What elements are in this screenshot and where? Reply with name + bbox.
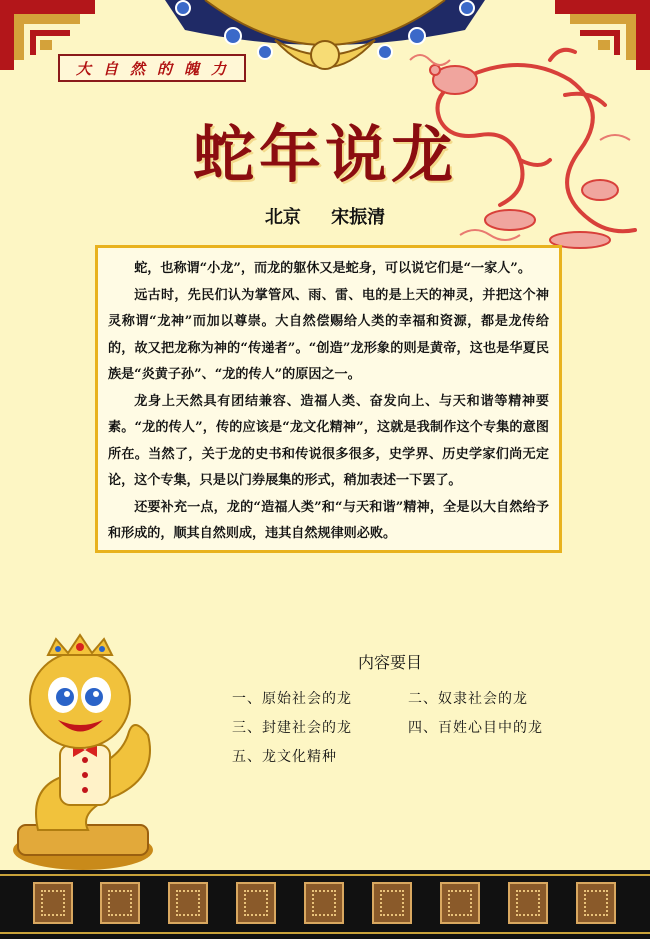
wood-tile-icon [440, 882, 480, 924]
contents-item: 三、封建社会的龙 [232, 720, 352, 736]
wood-tile-icon [236, 882, 276, 924]
intro-paragraph: 远古时，先民们认为掌管风、雨、雷、电的是上天的神灵，并把这个神灵称谓“龙神”而加以尊崇。大自然偿赐给人类的幸福和资源，都是龙传给的，故又把龙称为神的“传递者”。“创造”龙形象的则是黄帝，这也是华夏民族是“炎黄子孙”、“龙的传人”的原因之一。 [108, 287, 549, 382]
page-title: 蛇年说龙 [192, 118, 457, 191]
wood-tile-icon [168, 882, 208, 924]
wood-tile-icon [508, 882, 548, 924]
bottom-stripe [0, 932, 650, 934]
author-place: 北京 [264, 207, 301, 228]
contents-title: 内容要目 [357, 653, 422, 672]
contents-item: 一、原始社会的龙 [232, 691, 352, 707]
wood-tile-icon [33, 882, 73, 924]
contents-item: 二、奴隶社会的龙 [408, 691, 528, 707]
author-row [200, 203, 450, 229]
contents-item: 五、龙文化精种 [232, 749, 337, 765]
bottom-bar [0, 870, 650, 939]
contents-list [232, 688, 562, 766]
tile-row [0, 882, 650, 926]
contents-item: 四、百姓心目中的龙 [408, 720, 543, 736]
wood-tile-icon [576, 882, 616, 924]
bottom-stripe [0, 874, 650, 876]
author-name: 宋振清 [331, 207, 386, 228]
intro-paragraph: 龙身上天然具有团结兼容、造福人类、奋发向上、与天和谐等精神要素。“龙的传人”，传的应该是“龙文化精神”，这就是我制作这个专集的意图所在。当然了，关于龙的史书和传说很多很多，史学界、历史学家们尚无定论，这个专集，只是以门券展集的形式，稍加表述一下罢了。 [108, 393, 549, 488]
snake-mascot-icon [8, 625, 158, 870]
intro-paragraph: 蛇，也称谓“小龙”，而龙的躯休又是蛇身，可以说它们是“一家人”。 [134, 261, 531, 276]
intro-text-box [95, 245, 562, 553]
intro-paragraph: 还要补充一点，龙的“造福人类”和“与天和谐”精神，全是以大自然给予和形成的，顺其自然则成，违其自然规律则必败。 [108, 499, 549, 541]
series-label: 大自然的魄力 [58, 54, 246, 82]
wood-tile-icon [372, 882, 412, 924]
wood-tile-icon [100, 882, 140, 924]
wood-tile-icon [304, 882, 344, 924]
